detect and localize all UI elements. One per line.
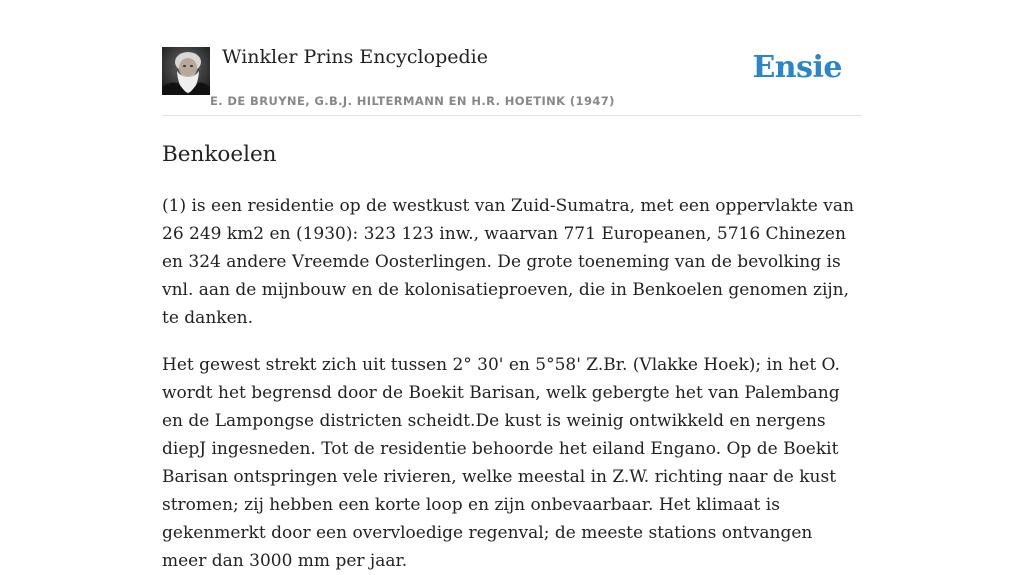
source-title[interactable]: Winkler Prins Encyclopedie: [222, 46, 488, 68]
content-container: [162, 0, 862, 575]
brand-logo[interactable]: Ensie: [752, 50, 842, 85]
article-paragraph: (1) is een residentie op de westkust van Zuid-Sumatra, met een oppervlakte van 26 249 km2 en (1930): 323 123 inw., waarvan 771 Europeanen, 5716 Chinezen en 324 andere Vreemde Oosterlingen. De grote toeneming van de bevolking is vnl. aan de mijnbouw en de kolonisatieproeven, die in Benkoelen genomen zijn, te danken.: [162, 196, 854, 328]
source-authors: E. DE BRUYNE, G.B.J. HILTERMANN EN H.R. HOETINK (1947): [210, 94, 615, 108]
source-header: [162, 0, 862, 116]
article-paragraph: Het gewest strekt zich uit tussen 2° 30' en 5°58' Z.Br. (Vlakke Hoek); in het O. wordt het begrensd door de Boekit Barisan, welk gebergte het van Palembang en de Lampongse districten scheidt.De kust is weinig ontwikkeld en nergens diepJ ingesneden. Tot de residentie behoorde het eiland Engano. Op de Boekit Barisan ontspringen vele rivieren, welke meestal in Z.W. richting naar de kust stromen; zij hebben een korte loop en zijn onbevaarbaar. Het klimaat is gekenmerkt door een overvloedige regenval; de meeste stations ontvangen meer dan 3000 mm per jaar.: [162, 355, 840, 571]
author-avatar[interactable]: [162, 47, 210, 95]
bearded-man-portrait-icon: [162, 47, 210, 95]
article-title: Benkoelen: [162, 142, 277, 167]
